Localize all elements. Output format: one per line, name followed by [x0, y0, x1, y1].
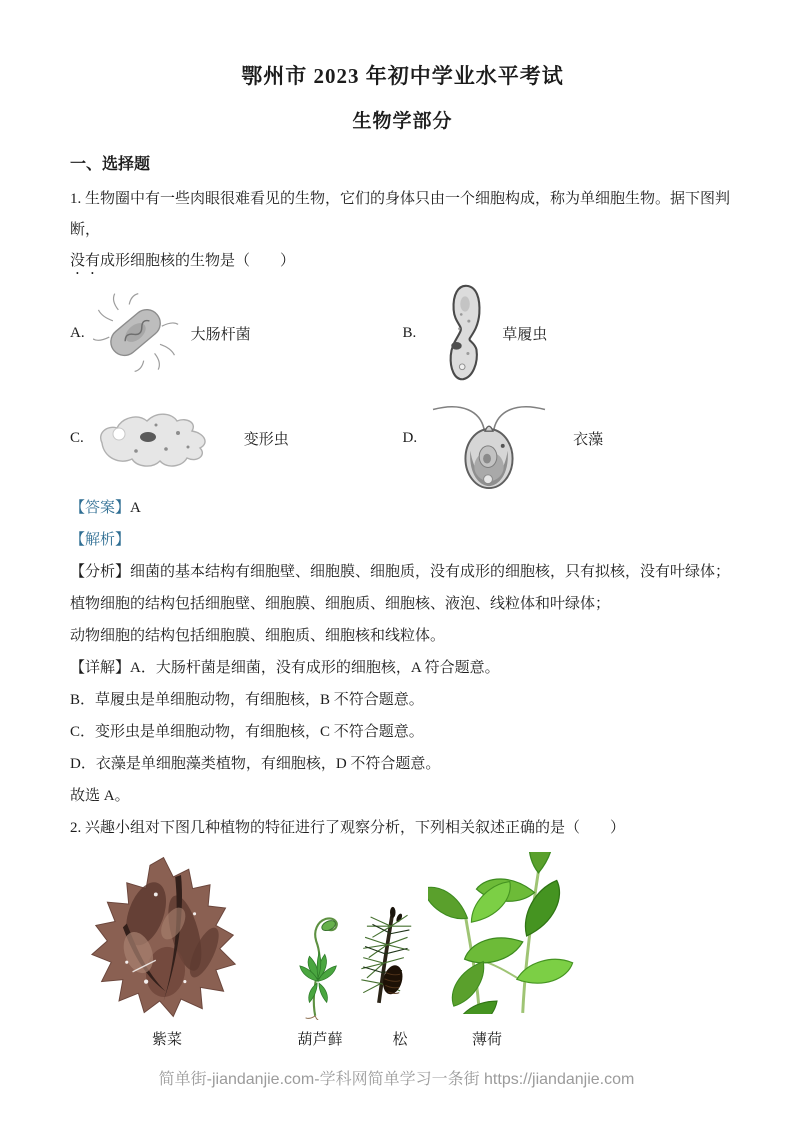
option-a-key: A.	[70, 324, 85, 341]
pine-illustration	[354, 902, 414, 1021]
option-b-label: 草履虫	[502, 326, 548, 343]
analysis-line-2: 植物细胞的结构包括细胞壁、细胞膜、细胞质、细胞核、液泡、线粒体和叶绿体；	[70, 596, 611, 612]
option-a	[70, 287, 403, 379]
option-c	[70, 403, 403, 473]
laver-seaweed-illustration	[88, 854, 243, 1027]
watermark-footer: 简单街-jiandanjie.com-学科网简单学习一条街 https://jiandanjie.com	[158, 1071, 635, 1088]
question1-line2: 没有成形细胞核的生物是（ ）	[70, 253, 296, 269]
mint-illustration	[428, 852, 576, 1019]
moss-illustration	[296, 908, 344, 1025]
page-title: 鄂州市 2023 年初中学业水平考试	[241, 64, 564, 88]
question2-figure	[70, 852, 735, 1060]
analysis-line-1: 【分析】细菌的基本结构有细胞壁、细胞膜、细胞质，没有成形的细胞核，只有拟核，没有叶绿体；	[70, 564, 731, 580]
page-subtitle: 生物学部分	[352, 111, 453, 132]
plant-label-pine: 松	[392, 1031, 408, 1048]
amoeba-illustration	[92, 403, 232, 473]
plant-label-mint: 薄荷	[471, 1031, 502, 1048]
question2-number: 2.	[70, 820, 82, 836]
explanation-label-line	[70, 524, 735, 556]
option-c-label: 变形虫	[243, 431, 289, 448]
option-d-key: D.	[402, 429, 418, 446]
detail-label: 【详解】	[70, 660, 131, 676]
chlamydomonas-illustration	[425, 384, 553, 492]
explanation-label: 【解析】	[70, 532, 131, 548]
conclusion-line: 故选 A。	[70, 788, 130, 804]
question1-number: 1.	[70, 191, 82, 207]
option-a-label: 大肠杆菌	[190, 326, 251, 343]
question2-line: 2. 兴趣小组对下图几种植物的特征进行了观察分析，下列相关叙述正确的是（ ）	[70, 820, 626, 836]
plant-label-laver: 紫菜	[151, 1031, 182, 1048]
answer-label: 【答案】	[70, 500, 131, 516]
option-c-key: C.	[70, 429, 84, 446]
option-b-key: B.	[402, 324, 417, 341]
option-b	[403, 283, 736, 383]
answer-value: A	[130, 500, 141, 516]
answer-line	[70, 492, 735, 524]
detail-line-1: 【详解】A．大肠杆菌是细菌，没有成形的细胞核，A 符合题意。	[70, 660, 500, 676]
detail-line-2: B．草履虫是单细胞动物，有细胞核，B 不符合题意。	[70, 692, 424, 708]
option-d	[403, 384, 736, 492]
options-row-1	[70, 282, 735, 384]
option-d-label: 衣藻	[573, 431, 604, 448]
paramecium-illustration	[442, 283, 490, 383]
options-row-2	[70, 384, 735, 492]
ecoli-illustration	[93, 287, 179, 379]
detail-line-4: D．衣藻是单细胞藻类植物，有细胞核，D 不符合题意。	[70, 756, 441, 772]
plant-label-moss: 葫芦藓	[297, 1031, 343, 1048]
analysis-label: 【分析】	[70, 564, 131, 580]
emphasized-word: 没有	[70, 253, 101, 269]
section-heading-choice: 一、选择题	[70, 156, 151, 173]
analysis-line-3: 动物细胞的结构包括细胞膜、细胞质、细胞核和线粒体。	[70, 628, 446, 644]
detail-line-3: C．变形虫是单细胞动物，有细胞核，C 不符合题意。	[70, 724, 424, 740]
question1-line1: 1. 生物圈中有一些肉眼很难看见的生物，它们的身体只由一个细胞构成，称为单细胞生物。据下图判断，	[70, 191, 731, 238]
